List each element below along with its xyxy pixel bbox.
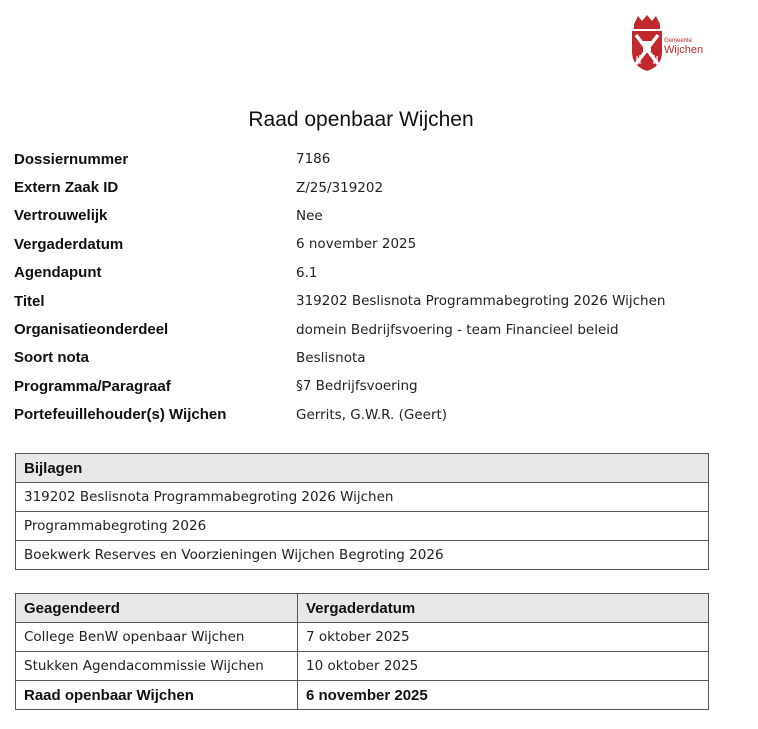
meta-label: Programma/Paragraaf (14, 377, 171, 395)
meta-label: Dossiernummer (14, 150, 129, 168)
attachments-header: Bijlagen (16, 454, 709, 483)
meta-row-agendapunt (14, 259, 665, 287)
meta-label: Agendapunt (14, 264, 102, 282)
metadata-list (14, 145, 665, 429)
meta-value: 6.1 (296, 264, 318, 281)
attachment-item[interactable]: Boekwerk Reserves en Voorzieningen Wijchen Begroting 2026 (16, 541, 709, 570)
meta-value: 319202 Beslisnota Programmabegroting 2026 Wijchen (296, 293, 666, 310)
agenda-body: Stukken Agendacommissie Wijchen (16, 652, 298, 681)
meta-row-extern-zaak-id (14, 173, 665, 201)
meta-value: domein Bedrijfsvoering - team Financieel beleid (296, 321, 619, 338)
table-row (16, 652, 709, 681)
meta-label: Organisatieonderdeel (14, 321, 169, 339)
agenda-date: 7 oktober 2025 (298, 623, 709, 652)
logo-line2: Wijchen (664, 44, 704, 56)
logo-line1: Gemeente (664, 38, 693, 44)
table-row (16, 541, 709, 570)
table-header-row (16, 454, 709, 483)
attachment-item[interactable]: Programmabegroting 2026 (16, 512, 709, 541)
meta-row-organisatieonderdeel (14, 315, 665, 343)
table-row (16, 483, 709, 512)
meta-value: 6 november 2025 (296, 236, 417, 253)
meta-row-dossiernummer (14, 145, 665, 173)
meta-value: Beslisnota (296, 349, 366, 366)
agenda-body: College BenW openbaar Wijchen (16, 623, 298, 652)
agenda-table (15, 593, 709, 710)
meta-value: §7 Bedrijfsvoering (296, 378, 418, 395)
agenda-body: Raad openbaar Wijchen (16, 681, 298, 710)
agenda-date: 6 november 2025 (298, 681, 709, 710)
meta-value: 7186 (296, 151, 331, 168)
meta-row-vergaderdatum (14, 230, 665, 258)
agenda-date: 10 oktober 2025 (298, 652, 709, 681)
table-row (16, 512, 709, 541)
table-row (16, 623, 709, 652)
meta-label: Portefeuillehouder(s) Wijchen (14, 406, 227, 424)
table-header-row (16, 594, 709, 623)
meta-value: Nee (296, 207, 323, 224)
meta-row-titel (14, 287, 665, 315)
meta-label: Soort nota (14, 349, 89, 367)
document-title: Raad openbaar Wijchen (248, 108, 474, 131)
coat-of-arms-icon (630, 14, 664, 72)
attachments-table (15, 453, 709, 570)
municipality-logo (626, 14, 712, 74)
meta-row-programma-paragraaf (14, 372, 665, 400)
attachment-item[interactable]: 319202 Beslisnota Programmabegroting 2026 Wijchen (16, 483, 709, 512)
meta-row-portefeuillehouder (14, 401, 665, 429)
meta-row-soort-nota (14, 344, 665, 372)
meta-row-vertrouwelijk (14, 202, 665, 230)
meta-value: Z/25/319202 (296, 179, 384, 196)
header-vergaderdatum: Vergaderdatum (298, 594, 709, 623)
header-geagendeerd: Geagendeerd (16, 594, 298, 623)
meta-label: Vergaderdatum (14, 235, 124, 253)
meta-label: Vertrouwelijk (14, 207, 108, 225)
table-row-current (16, 681, 709, 710)
meta-label: Extern Zaak ID (14, 179, 119, 197)
meta-label: Titel (14, 292, 45, 310)
meta-value: Gerrits, G.W.R. (Geert) (296, 406, 448, 423)
